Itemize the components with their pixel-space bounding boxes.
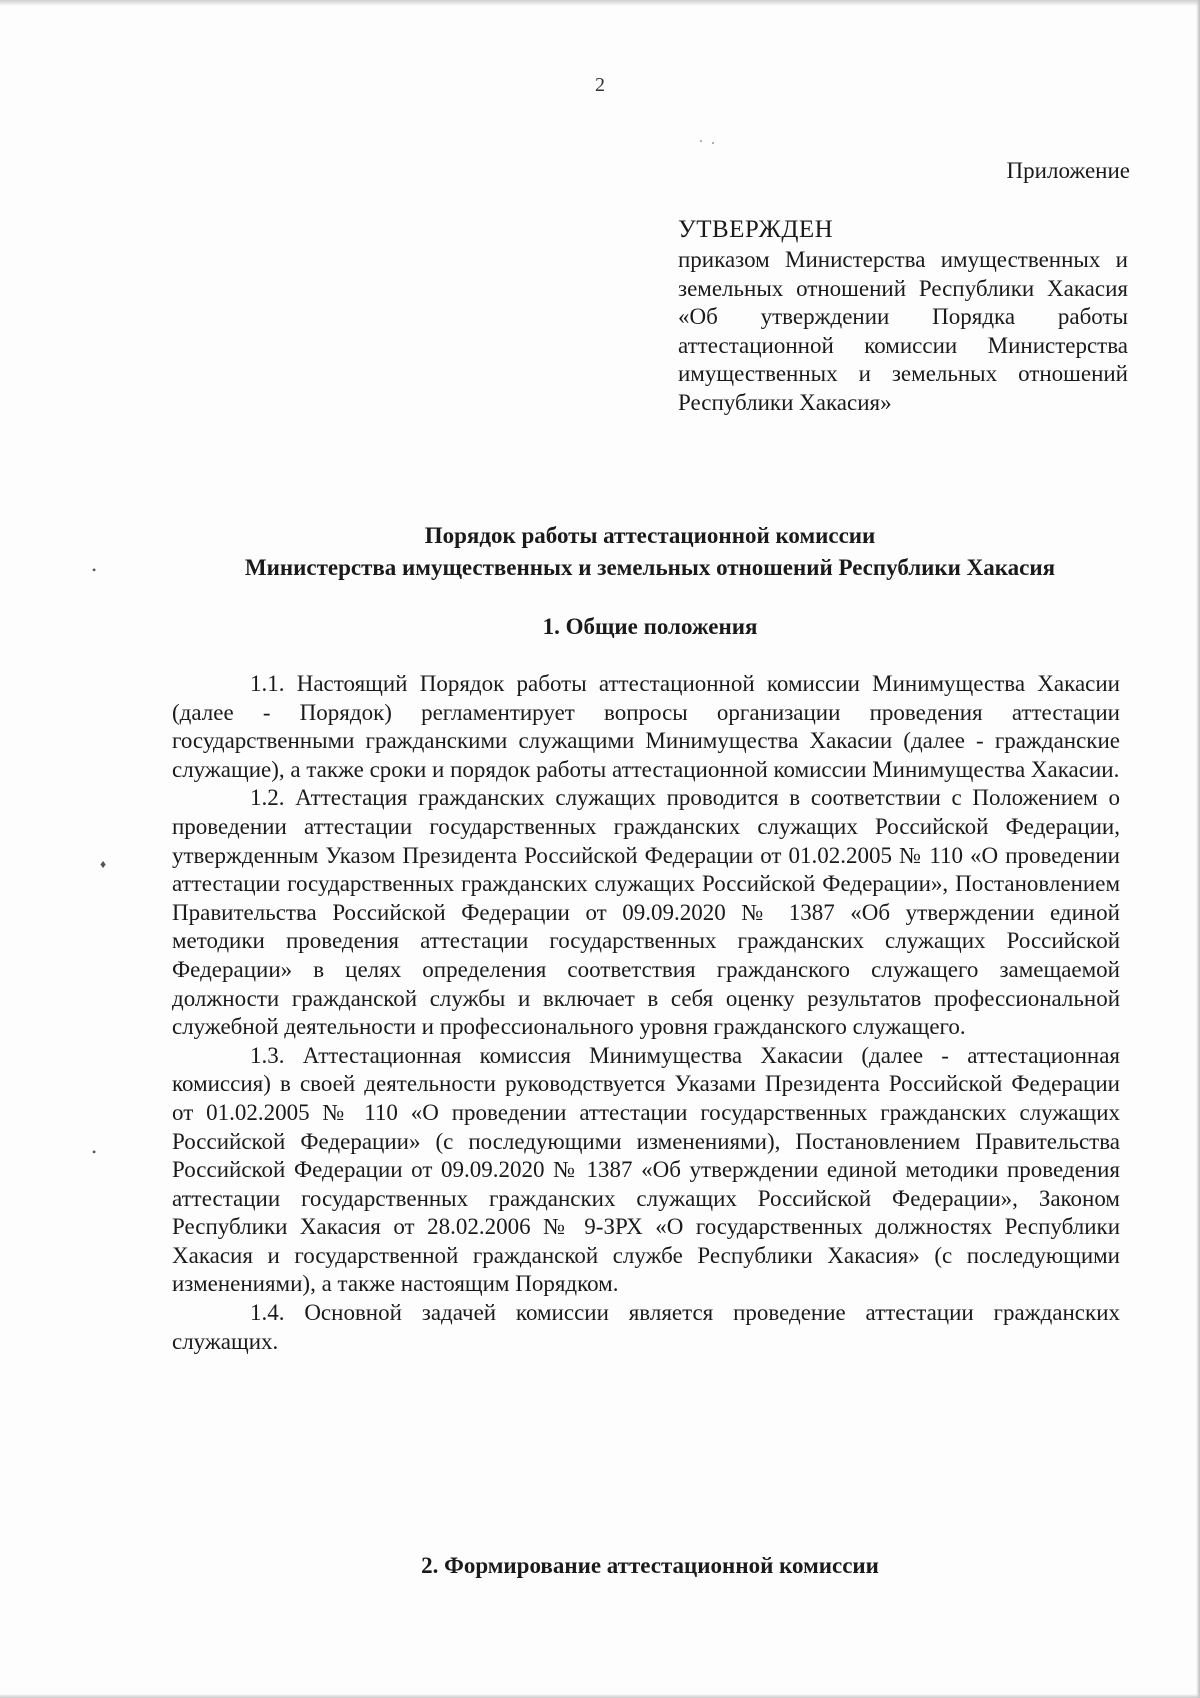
body-text <box>172 670 1120 1356</box>
scan-speck <box>712 142 714 144</box>
section-1-heading: 1. Общие положения <box>542 614 758 639</box>
paragraph-1-1: 1.1. Настоящий Порядок работы аттестационной комиссии Минимущества Хакасии (далее - Порядок) регламентирует вопросы организации проведения аттестации государственными гражданскими служащими Минимущества Хакасии (далее - гражданские служащие), а также сроки и порядок работы аттестационной комиссии Минимущества Хакасии. <box>172 671 1120 782</box>
scan-edge-top <box>0 0 1200 6</box>
scan-edge-bottom <box>0 1694 1200 1698</box>
approval-block <box>678 216 1128 417</box>
scan-speck <box>700 140 702 142</box>
document-title-line-2: Министерства имущественных и земельных отношений Республики Хакасия <box>244 555 1056 580</box>
section-2-heading: 2. Формирование аттестационной комиссии <box>421 1553 879 1578</box>
scan-edge-right <box>1196 0 1200 1698</box>
appendix-label: Приложение <box>1006 158 1130 183</box>
paragraph-1-4: 1.4. Основной задачей комиссии является проведение аттестации гражданских служащих. <box>172 1300 1120 1354</box>
margin-mark-1: • <box>92 563 97 577</box>
approval-text: приказом Министерства имущественных и земельных отношений Республики Хакасия «Об утверждении Порядка работы аттестационной комиссии Министерства имущественных и земельных отношений Республики Хакасия» <box>678 247 1128 415</box>
approval-title: УТВЕРЖДЕН <box>678 216 834 243</box>
margin-mark-3: • <box>92 1145 97 1159</box>
margin-mark-2: ♦ <box>100 857 107 871</box>
document-title-line-1: Порядок работы аттестационной комиссии <box>424 523 876 548</box>
page-number: 2 <box>595 74 605 96</box>
paragraph-1-2: 1.2. Аттестация гражданских служащих проводится в соответствии с Положением о проведении аттестации государственных гражданских служащих Российской Федерации, утвержденным Указом Президента Российской Федерации от 01.02.2005 № 110 «О проведении аттестации государственных гражданских служащих Российской Федерации», Постановлением Правительства Российской Федерации от 09.09.2020 № 1387 «Об утверждении единой методики проведения аттестации государственных гражданских служащих Российской Федерации» в целях определения соответствия гражданского служащего замещаемой должности гражданской службы и включает в себя оценку результатов профессиональной служебной деятельности и профессионального уровня гражданского служащего. <box>172 785 1120 1040</box>
paragraph-1-3: 1.3. Аттестационная комиссия Минимущества Хакасии (далее - аттестационная комиссия) в своей деятельности руководствуется Указами Президента Российской Федерации от 01.02.2005 № 110 «О проведении аттестации государственных гражданских служащих Российской Федерации» (с последующими изменениями), Постановлением Правительства Российской Федерации от 09.09.2020 № 1387 «Об утверждении единой методики проведения аттестации государственных гражданских служащих Российской Федерации», Законом Республики Хакасия от 28.02.2006 № 9-ЗРХ «О государственных должностях Республики Хакасия и государственной гражданской службе Республики Хакасия» (с последующими изменениями), а также настоящим Порядком. <box>172 1042 1120 1297</box>
document-title <box>0 520 1200 584</box>
